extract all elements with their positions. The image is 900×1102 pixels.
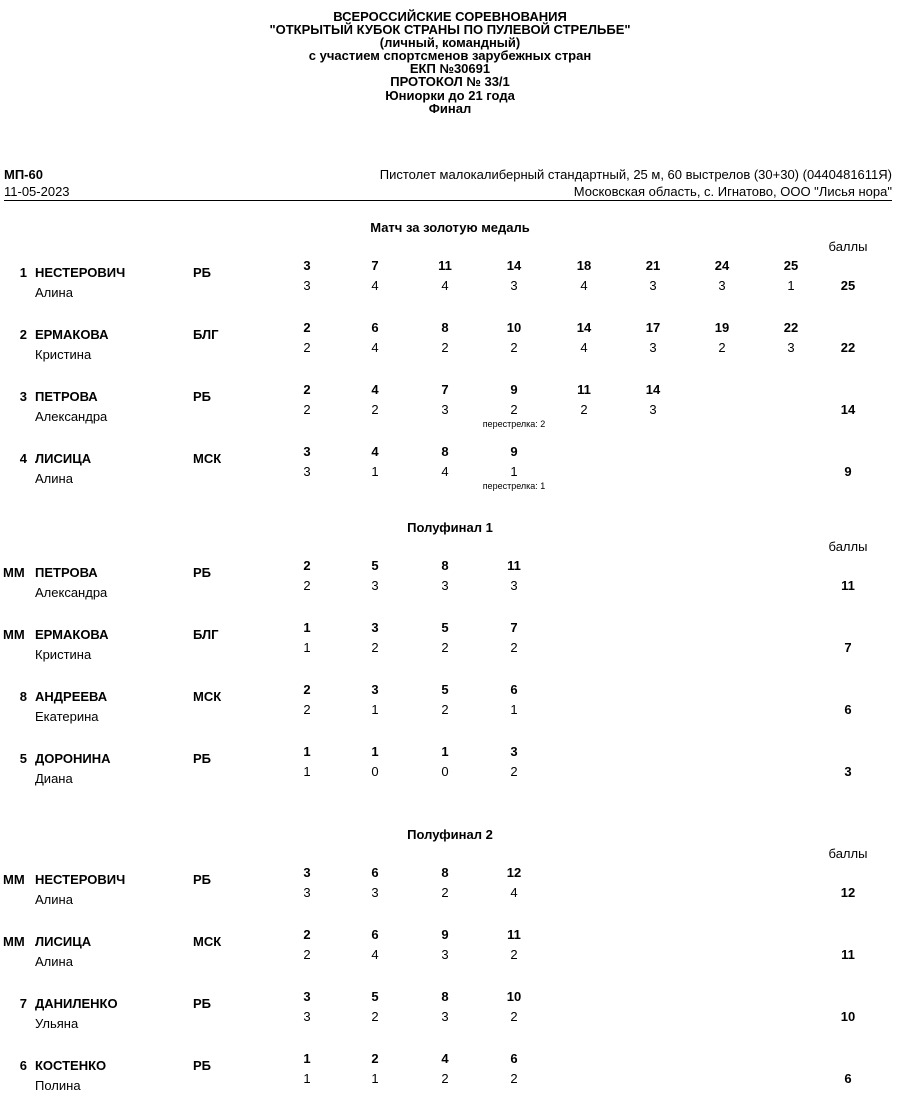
cumulative-score: 7 xyxy=(441,382,449,397)
header-line: ВСЕРОССИЙСКИЕ СОРЕВНОВАНИЯ xyxy=(333,9,567,24)
athlete-rank: ММ xyxy=(3,934,25,949)
athlete-firstname: Алина xyxy=(35,892,73,907)
series-score: 1 xyxy=(371,1071,379,1086)
cumulative-score: 3 xyxy=(510,744,518,759)
series-score: 3 xyxy=(441,578,449,593)
cumulative-score: 17 xyxy=(645,320,661,335)
athlete-surname: НЕСТЕРОВИЧ xyxy=(35,265,126,280)
athlete-firstname: Алина xyxy=(35,285,73,300)
cumulative-score: 3 xyxy=(371,620,379,635)
series-score: 3 xyxy=(441,947,449,962)
athlete-total: 6 xyxy=(844,1071,852,1086)
cumulative-score: 4 xyxy=(371,444,379,459)
series-score: 4 xyxy=(371,947,379,962)
cumulative-score: 1 xyxy=(371,744,379,759)
points-column-header: баллы xyxy=(828,846,868,861)
cumulative-score: 3 xyxy=(371,682,379,697)
header-line: (личный, командный) xyxy=(379,35,521,51)
athlete-total: 22 xyxy=(840,340,856,355)
series-score: 2 xyxy=(441,640,449,655)
cumulative-score: 6 xyxy=(510,1051,518,1066)
cumulative-score: 8 xyxy=(441,989,449,1004)
series-score: 3 xyxy=(510,578,518,593)
cumulative-score: 2 xyxy=(303,927,311,942)
cumulative-score: 8 xyxy=(441,865,449,880)
cumulative-score: 3 xyxy=(303,444,311,459)
series-score: 2 xyxy=(303,402,311,417)
header-line: с участием спортсменов зарубежных стран xyxy=(308,48,592,64)
athlete-rank: ММ xyxy=(3,565,25,580)
athlete-surname: ЛИСИЦА xyxy=(35,451,92,466)
series-score: 2 xyxy=(510,402,518,417)
athlete-firstname: Александра xyxy=(35,409,108,424)
series-score: 1 xyxy=(371,464,379,479)
cumulative-score: 5 xyxy=(441,620,449,635)
athlete-surname: НЕСТЕРОВИЧ xyxy=(35,872,126,887)
athlete-row xyxy=(0,258,900,308)
cumulative-score: 6 xyxy=(371,320,379,335)
cumulative-score: 14 xyxy=(506,258,522,273)
event-description: Пистолет малокалиберный стандартный, 25 м, 60 выстрелов (30+30) (0440481611Я) xyxy=(379,167,892,182)
athlete-surname: ДОРОНИНА xyxy=(35,751,111,766)
series-score: 2 xyxy=(510,640,518,655)
athlete-team: РБ xyxy=(193,996,212,1011)
cumulative-score: 3 xyxy=(303,258,311,273)
athlete-rank: 5 xyxy=(19,751,27,766)
athlete-row xyxy=(0,989,900,1039)
series-score: 4 xyxy=(510,885,518,900)
athlete-row xyxy=(0,320,900,370)
athlete-row xyxy=(0,927,900,977)
athlete-firstname: Алина xyxy=(35,954,73,969)
athlete-total: 11 xyxy=(841,947,855,962)
series-score: 3 xyxy=(371,885,379,900)
athlete-rank: 1 xyxy=(19,265,27,280)
athlete-team: РБ xyxy=(193,565,212,580)
cumulative-score: 2 xyxy=(303,558,311,573)
cumulative-score: 1 xyxy=(303,1051,311,1066)
athlete-total: 25 xyxy=(840,278,856,293)
series-score: 3 xyxy=(649,278,657,293)
cumulative-score: 2 xyxy=(371,1051,379,1066)
header-line: Юниорки до 21 года xyxy=(385,87,515,103)
series-score: 1 xyxy=(303,1071,311,1086)
cumulative-score: 10 xyxy=(506,320,522,335)
athlete-team: БЛГ xyxy=(193,327,219,342)
series-score: 3 xyxy=(303,1009,311,1024)
athlete-surname: ДАНИЛЕНКО xyxy=(35,996,118,1011)
athlete-total: 12 xyxy=(840,885,856,900)
athlete-rank: ММ xyxy=(3,872,25,887)
athlete-surname: ПЕТРОВА xyxy=(35,389,98,404)
athlete-rank: 8 xyxy=(19,689,27,704)
cumulative-score: 1 xyxy=(303,620,311,635)
cumulative-score: 4 xyxy=(371,382,379,397)
athlete-team: РБ xyxy=(193,1058,212,1073)
athlete-total: 3 xyxy=(844,764,852,779)
cumulative-score: 6 xyxy=(510,682,518,697)
series-score: 2 xyxy=(441,340,449,355)
series-score: 4 xyxy=(371,340,379,355)
cumulative-score: 5 xyxy=(371,558,379,573)
athlete-row xyxy=(0,620,900,670)
athlete-surname: КОСТЕНКО xyxy=(35,1058,107,1073)
event-venue: Московская область, с. Игнатово, ООО "Лисья нора" xyxy=(573,184,892,199)
cumulative-score: 6 xyxy=(371,927,379,942)
series-score: 0 xyxy=(441,764,449,779)
points-column-header: баллы xyxy=(828,239,868,254)
cumulative-score: 2 xyxy=(303,682,311,697)
points-column-header: баллы xyxy=(828,539,868,554)
series-score: 2 xyxy=(580,402,588,417)
series-score: 2 xyxy=(303,578,311,593)
cumulative-score: 7 xyxy=(510,620,518,635)
athlete-firstname: Кристина xyxy=(35,647,92,662)
athlete-team: МСК xyxy=(193,689,222,704)
cumulative-score: 24 xyxy=(714,258,730,273)
cumulative-score: 8 xyxy=(441,320,449,335)
athlete-row xyxy=(0,1051,900,1101)
athlete-surname: ПЕТРОВА xyxy=(35,565,98,580)
athlete-row xyxy=(0,444,900,494)
shoot-off-note: перестрелка: 1 xyxy=(482,481,546,491)
athlete-row xyxy=(0,382,900,432)
header-line: ЕКП №30691 xyxy=(409,61,491,77)
series-score: 3 xyxy=(718,278,726,293)
header-line: "ОТКРЫТЫЙ КУБОК СТРАНЫ ПО ПУЛЕВОЙ СТРЕЛЬБЕ" xyxy=(269,22,631,38)
series-score: 2 xyxy=(718,340,726,355)
series-score: 3 xyxy=(371,578,379,593)
cumulative-score: 6 xyxy=(371,865,379,880)
athlete-team: БЛГ xyxy=(193,627,219,642)
cumulative-score: 19 xyxy=(714,320,730,335)
series-score: 1 xyxy=(510,702,518,717)
series-score: 2 xyxy=(303,340,311,355)
cumulative-score: 2 xyxy=(303,320,311,335)
series-score: 4 xyxy=(441,278,449,293)
athlete-team: РБ xyxy=(193,389,212,404)
series-score: 2 xyxy=(510,1009,518,1024)
athlete-total: 7 xyxy=(844,640,852,655)
cumulative-score: 1 xyxy=(303,744,311,759)
series-score: 3 xyxy=(649,340,657,355)
cumulative-score: 11 xyxy=(507,558,521,573)
series-score: 3 xyxy=(649,402,657,417)
series-score: 3 xyxy=(303,464,311,479)
section-title: Полуфинал 2 xyxy=(407,827,493,842)
series-score: 2 xyxy=(510,764,518,779)
cumulative-score: 9 xyxy=(510,444,518,459)
series-score: 2 xyxy=(510,340,518,355)
cumulative-score: 7 xyxy=(371,258,379,273)
athlete-row xyxy=(0,865,900,915)
cumulative-score: 12 xyxy=(506,865,522,880)
athlete-total: 11 xyxy=(841,578,855,593)
series-score: 1 xyxy=(510,464,518,479)
header-line: ПРОТОКОЛ № 33/1 xyxy=(390,74,510,90)
series-score: 2 xyxy=(441,1071,449,1086)
series-score: 3 xyxy=(787,340,795,355)
series-score: 3 xyxy=(441,1009,449,1024)
athlete-rank: 7 xyxy=(19,996,27,1011)
cumulative-score: 11 xyxy=(438,258,452,273)
athlete-total: 6 xyxy=(844,702,852,717)
section-title: Полуфинал 1 xyxy=(407,520,493,535)
athlete-surname: ЛИСИЦА xyxy=(35,934,92,949)
athlete-row xyxy=(0,558,900,608)
series-score: 2 xyxy=(371,640,379,655)
protocol-header xyxy=(0,10,900,115)
athlete-team: МСК xyxy=(193,934,222,949)
series-score: 2 xyxy=(441,885,449,900)
cumulative-score: 3 xyxy=(303,989,311,1004)
series-score: 3 xyxy=(441,402,449,417)
series-score: 1 xyxy=(787,278,795,293)
series-score: 4 xyxy=(580,278,588,293)
cumulative-score: 5 xyxy=(441,682,449,697)
athlete-team: РБ xyxy=(193,872,212,887)
athlete-total: 14 xyxy=(840,402,856,417)
cumulative-score: 3 xyxy=(303,865,311,880)
athlete-team: РБ xyxy=(193,751,212,766)
series-score: 2 xyxy=(510,1071,518,1086)
series-score: 2 xyxy=(303,702,311,717)
athlete-firstname: Алина xyxy=(35,471,73,486)
series-score: 2 xyxy=(371,402,379,417)
series-score: 3 xyxy=(510,278,518,293)
cumulative-score: 2 xyxy=(303,382,311,397)
athlete-rank: ММ xyxy=(3,627,25,642)
athlete-firstname: Полина xyxy=(35,1078,81,1093)
series-score: 4 xyxy=(371,278,379,293)
header-line: Финал xyxy=(428,100,472,116)
athlete-row xyxy=(0,682,900,732)
cumulative-score: 18 xyxy=(576,258,592,273)
cumulative-score: 8 xyxy=(441,444,449,459)
series-score: 2 xyxy=(441,702,449,717)
series-score: 1 xyxy=(371,702,379,717)
series-score: 4 xyxy=(441,464,449,479)
series-score: 2 xyxy=(510,947,518,962)
athlete-team: РБ xyxy=(193,265,212,280)
cumulative-score: 5 xyxy=(371,989,379,1004)
athlete-surname: ЕРМАКОВА xyxy=(35,327,109,342)
cumulative-score: 9 xyxy=(510,382,518,397)
athlete-surname: АНДРЕЕВА xyxy=(35,689,108,704)
series-score: 1 xyxy=(303,640,311,655)
athlete-rank: 4 xyxy=(19,451,27,466)
header-divider xyxy=(4,200,892,201)
athlete-firstname: Кристина xyxy=(35,347,92,362)
athlete-surname: ЕРМАКОВА xyxy=(35,627,109,642)
cumulative-score: 21 xyxy=(645,258,661,273)
section-title: Матч за золотую медаль xyxy=(370,220,530,235)
cumulative-score: 4 xyxy=(441,1051,449,1066)
athlete-firstname: Александра xyxy=(35,585,108,600)
series-score: 1 xyxy=(303,764,311,779)
cumulative-score: 11 xyxy=(577,382,591,397)
cumulative-score: 14 xyxy=(645,382,661,397)
cumulative-score: 8 xyxy=(441,558,449,573)
athlete-rank: 6 xyxy=(19,1058,27,1073)
athlete-firstname: Ульяна xyxy=(35,1016,79,1031)
cumulative-score: 11 xyxy=(507,927,521,942)
event-code: МП-60 xyxy=(4,167,43,182)
cumulative-score: 22 xyxy=(783,320,799,335)
cumulative-score: 9 xyxy=(441,927,449,942)
cumulative-score: 10 xyxy=(506,989,522,1004)
athlete-rank: 2 xyxy=(19,327,27,342)
event-date: 11-05-2023 xyxy=(4,184,70,199)
cumulative-score: 25 xyxy=(783,258,799,273)
shoot-off-note: перестрелка: 2 xyxy=(482,419,546,429)
series-score: 3 xyxy=(303,885,311,900)
series-score: 2 xyxy=(303,947,311,962)
athlete-rank: 3 xyxy=(19,389,27,404)
athlete-row xyxy=(0,744,900,794)
series-score: 3 xyxy=(303,278,311,293)
cumulative-score: 14 xyxy=(576,320,592,335)
athlete-total: 10 xyxy=(840,1009,856,1024)
athlete-firstname: Диана xyxy=(35,771,73,786)
cumulative-score: 1 xyxy=(441,744,449,759)
series-score: 2 xyxy=(371,1009,379,1024)
athlete-total: 9 xyxy=(844,464,852,479)
series-score: 0 xyxy=(371,764,379,779)
series-score: 4 xyxy=(580,340,588,355)
athlete-firstname: Екатерина xyxy=(35,709,99,724)
athlete-team: МСК xyxy=(193,451,222,466)
